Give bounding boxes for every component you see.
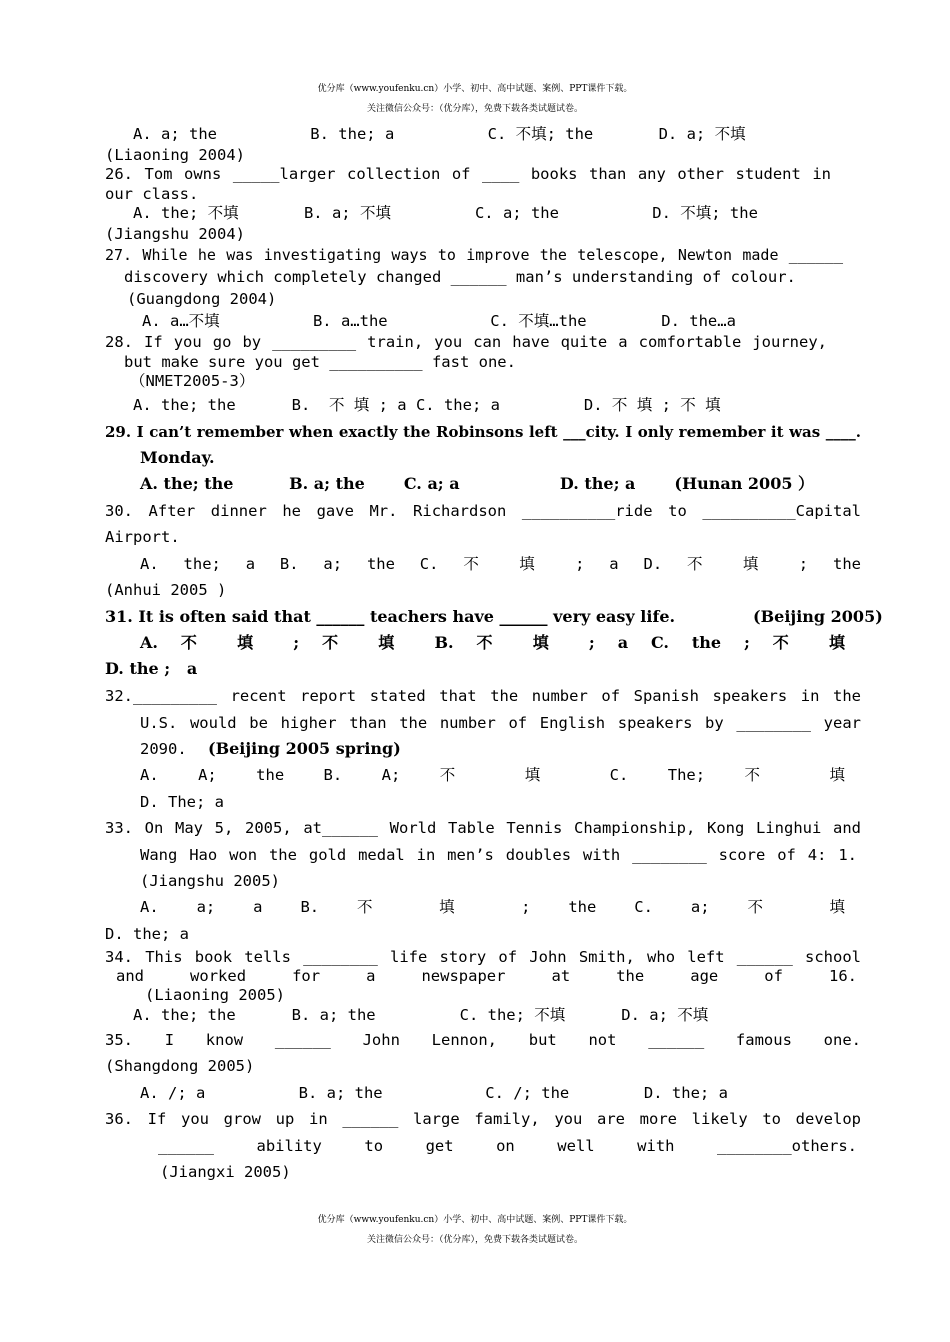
q27-stem-line-2: discovery which completely changed ______ man’s understanding of colour.: [124, 268, 796, 286]
q36-source: (Jiangxi 2005): [160, 1163, 291, 1181]
q33-option-d: D. the; a: [105, 925, 189, 943]
q27-stem-line-1: 27. While he was investigating ways to improve the telescope, Newton made ______: [105, 246, 843, 264]
q28-options: A. the; the B. 不 填 ; a C. the; a D. 不 填 ; 不 填: [133, 396, 721, 414]
q34-options: A. the; the B. a; the C. the; 不填 D. a; 不填: [133, 1006, 709, 1024]
q31-option-d: D. the ; a: [105, 659, 198, 678]
q36-stem-line-2: ______ ability to get on well with ________others.: [158, 1137, 857, 1155]
q29-stem-line-2: Monday.: [140, 448, 215, 467]
q26-stem-line-2: our class.: [105, 185, 199, 203]
q35-options: A. /; a B. a; the C. /; the D. the; a: [140, 1084, 728, 1102]
q32-stem-line-1: 32._________ recent report stated that the number of Spanish speakers in the: [105, 687, 861, 705]
q30-stem-line-2: Airport.: [105, 528, 180, 546]
q30-stem-line-1: 30. After dinner he gave Mr. Richardson __________ride to __________Capital: [105, 502, 861, 520]
q34-stem-line-2: and worked for a newspaper at the age of 16.: [116, 967, 857, 985]
q26-options: A. the; 不填 B. a; 不填 C. a; the D. 不填; the: [133, 204, 758, 222]
header-line-1: 优分库（www.youfenku.cn）小学、初中、高中试题、案例、PPT课件下载。: [317, 84, 633, 94]
q33-source: (Jiangshu 2005): [140, 872, 280, 890]
q32-options: A. A; the B. A; 不 填 C. The; 不 填: [140, 766, 845, 784]
q27-source: (Guangdong 2004): [127, 290, 277, 308]
q28-source: （NMET2005-3）: [130, 372, 255, 390]
q32-stem-line-3: 2090.: [140, 740, 187, 758]
q28-stem-line-1: 28. If you go by _________ train, you can have quite a comfortable journey,: [105, 333, 827, 351]
q32-stem-line-2: U.S. would be higher than the number of English speakers by ________ year: [140, 714, 861, 732]
q33-options: A. a; a B. 不 填 ; the C. a; 不 填: [140, 898, 845, 916]
q25-options: A. a; the B. the; a C. 不填; the D. a; 不填: [133, 125, 746, 143]
q25-source: (Liaoning 2004): [105, 146, 245, 164]
q32-source: (Beijing 2005 spring): [208, 739, 401, 758]
q29-stem-line-1: 29. I can’t remember when exactly the Robinsons left ___city. I only remember it was ____.: [105, 423, 861, 441]
q26-stem-line-1: 26. Tom owns _____larger collection of ____ books than any other student in: [105, 165, 831, 183]
q31-stem-line-1: 31. It is often said that ______ teachers have ______ very easy life. (Beijing 2005): [105, 607, 883, 626]
q32-option-d: D. The; a: [140, 793, 224, 811]
q30-source: (Anhui 2005 ): [105, 581, 227, 599]
q33-stem-line-1: 33. On May 5, 2005, at______ World Table Tennis Championship, Kong Linghui and: [105, 819, 861, 837]
q33-stem-line-2: Wang Hao won the gold medal in men’s doubles with ________ score of 4: 1.: [140, 846, 857, 864]
q36-stem-line-1: 36. If you grow up in ______ large family, you are more likely to develop: [105, 1110, 861, 1128]
q29-options: A. the; the B. a; the C. a; a D. the; a (Hunan 2005 ）: [140, 474, 815, 493]
q31-options: A. 不 填 ; 不 填 B. 不 填 ; a C. the ; 不 填: [140, 633, 845, 652]
q35-source: (Shangdong 2005): [105, 1057, 255, 1075]
header-line-2: 关注微信公众号：（优分库），免费下载各类试题试卷。: [366, 104, 583, 114]
q34-source: (Liaoning 2005): [145, 986, 285, 1004]
q30-options: A. the; a B. a; the C. 不 填 ; a D. 不 填 ; the: [140, 555, 861, 573]
footer-line-1: 优分库（www.youfenku.cn）小学、初中、高中试题、案例、PPT课件下载。: [317, 1215, 633, 1225]
q27-options: A. a…不填 B. a…the C. 不填…the D. the…a: [142, 312, 736, 330]
q28-stem-line-2: but make sure you get __________ fast one.: [124, 353, 516, 371]
q34-stem-line-1: 34. This book tells ________ life story of John Smith, who left ______ school: [105, 948, 861, 966]
footer-line-2: 关注微信公众号：（优分库），免费下载各类试题试卷。: [366, 1235, 583, 1245]
q26-source: (Jiangshu 2004): [105, 225, 245, 243]
q35-stem-line-1: 35. I know ______ John Lennon, but not ______ famous one.: [105, 1031, 861, 1049]
